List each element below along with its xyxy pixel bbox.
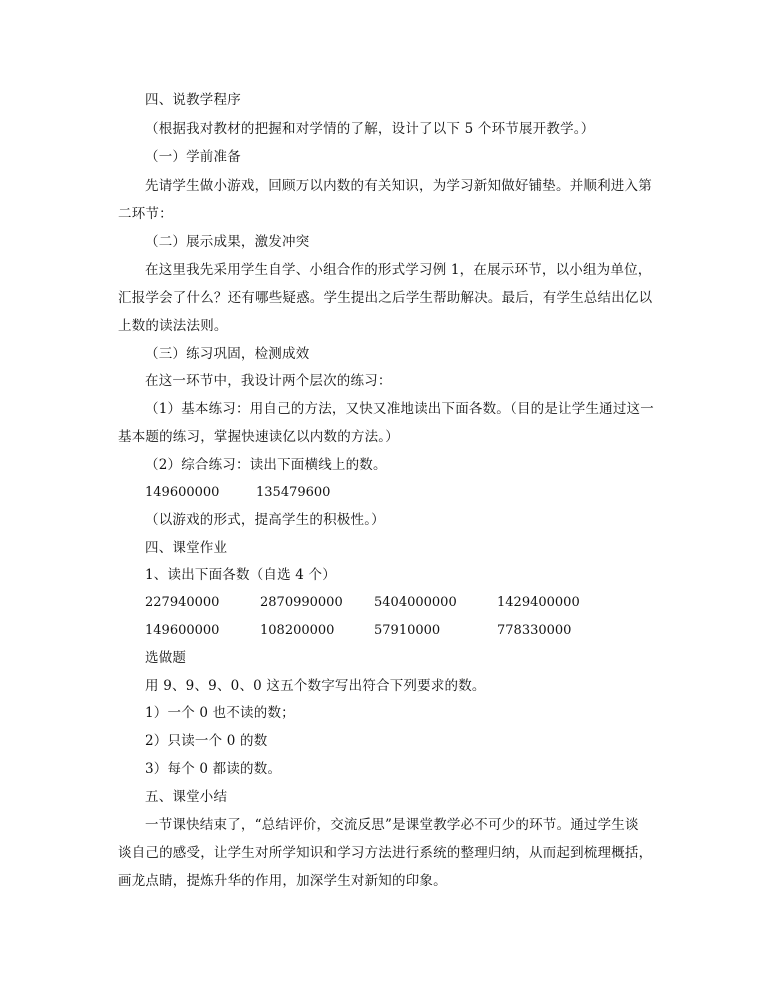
step2-text-line: 在这里我先采用学生自学、小组合作的形式学习例 1，在展示环节，以小组为单位， (145, 262, 652, 278)
homework-number: 5404000000 (374, 595, 457, 610)
exercise2-line: （2）综合练习：读出下面横线上的数。 (145, 457, 387, 473)
homework-number: 149600000 (145, 623, 220, 638)
summary-text-line: 谈自己的感受，让学生对所学知识和学习方法进行系统的整理归纳，从而起到梳理概括， (118, 845, 653, 861)
homework-question: 1、读出下面各数（自选 4 个） (145, 567, 336, 583)
step3-text-line: 在这一环节中，我设计两个层次的练习： (145, 373, 392, 389)
section-heading: 四、说教学程序 (145, 92, 241, 108)
intro-paragraph: （根据我对教材的把握和对学情的了解，设计了以下 5 个环节展开教学。） (145, 121, 595, 137)
exercise1-line: （1）基本练习：用自己的方法，又快又准地读出下面各数。（目的是让学生通过这一 (145, 401, 654, 417)
exercise1-line: 基本题的练习，掌握快速读亿以内数的方法。） (118, 429, 399, 445)
optional-item: 1）一个 0 也不读的数； (145, 705, 295, 721)
homework-number: 227940000 (145, 595, 220, 610)
step2-text-line: 汇报学会了什么？还有哪些疑惑。学生提出之后学生帮助解决。最后，有学生总结出亿以 (118, 290, 653, 306)
exercise2-number: 149600000 (145, 485, 220, 500)
summary-text-line: 画龙点睛，提炼升华的作用，加深学生对新知的印象。 (118, 873, 447, 889)
summary-text-line: 一节课快结束了，“总结评价，交流反思”是课堂教学必不可少的环节。通过学生谈 (145, 817, 639, 833)
optional-question: 用 9、9、9、0、0 这五个数字写出符合下列要求的数。 (145, 678, 486, 694)
optional-item: 2）只读一个 0 的数 (145, 733, 268, 749)
step1-text-line: 二环节： (118, 206, 173, 222)
step2-heading: （二）展示成果，激发冲突 (145, 234, 310, 250)
step1-text-line: 先请学生做小游戏，回顾万以内数的有关知识，为学习新知做好铺垫。并顺利进入第 (145, 178, 652, 194)
homework-number: 1429400000 (497, 595, 580, 610)
homework-heading: 四、课堂作业 (145, 540, 228, 556)
exercise2-number: 135479600 (256, 485, 331, 500)
optional-heading: 选做题 (145, 650, 187, 666)
summary-heading: 五、课堂小结 (145, 789, 228, 805)
homework-number: 57910000 (374, 623, 441, 638)
homework-number: 778330000 (497, 623, 572, 638)
step1-heading: （一）学前准备 (145, 149, 241, 165)
exercise2-note: （以游戏的形式，提高学生的积极性。） (145, 512, 385, 528)
homework-number: 108200000 (260, 623, 335, 638)
step2-text-line: 上数的读法法则。 (118, 318, 228, 334)
homework-number: 2870990000 (260, 595, 343, 610)
optional-item: 3）每个 0 都读的数。 (145, 761, 282, 777)
step3-heading: （三）练习巩固，检测成效 (145, 346, 310, 362)
